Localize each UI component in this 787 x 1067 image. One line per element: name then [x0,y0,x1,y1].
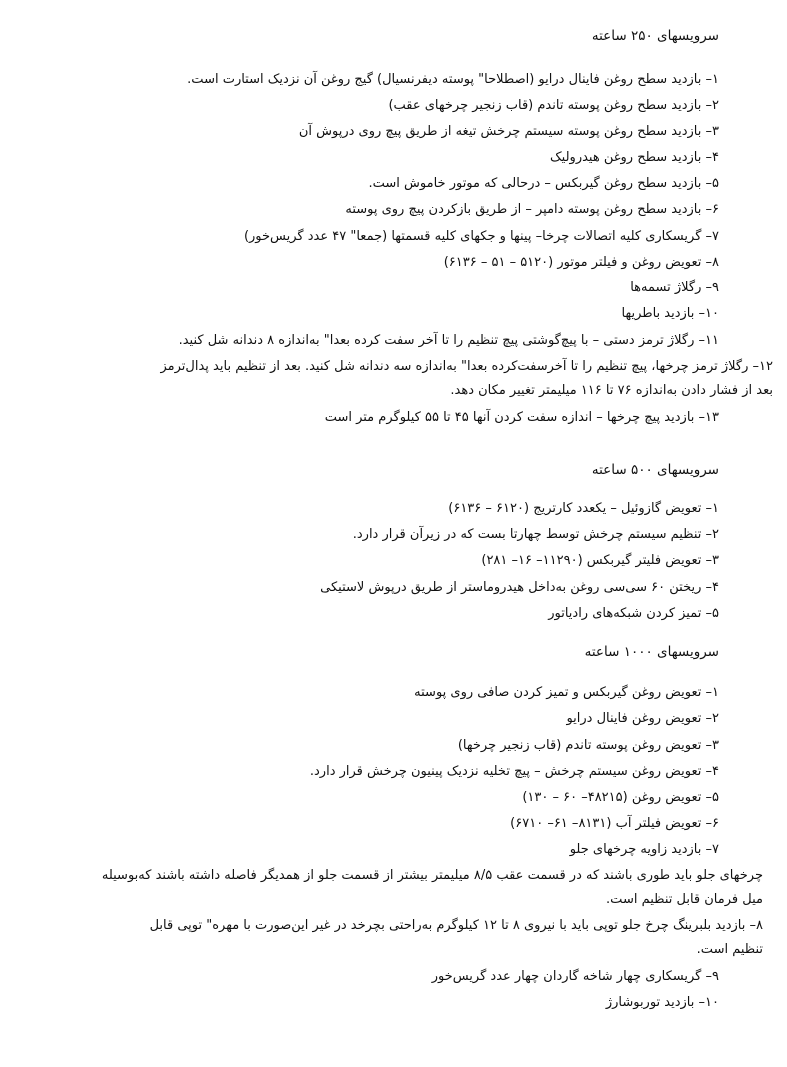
list-item: ۱– بازدید سطح روغن فاینال درایو (اصطلاحا" پوسته دیفرنسیال) گیج روغن آن نزدیک استارت است. [187,72,719,87]
list-item: ۳– تعویض فلیتر گیربکس (۱۱۲۹۰– ۱۶– ۲۸۱) [481,553,719,568]
list-item: ۱– تعویض گازوئیل – یکعدد کارتریج (۶۱۲۰ – ۶۱۳۶) [448,501,719,516]
list-item: ۲– تنظیم سیستم چرخش توسط چهارتا بست که در زیرآن قرار دارد. [352,527,719,542]
list-item: ۶– تعویض فیلتر آب (۸۱۳۱– ۶۱– ۶۷۱۰) [510,816,719,831]
list-item: ۱– تعویض روغن گیربکس و تمیز کردن صافی روی پوسته [414,685,719,700]
list-item: ۶– بازدید سطح روغن پوسته دامپر – از طریق بازکردن پیچ روی پوسته [345,202,719,217]
list-item: ۱۳– بازدید پیچ چرخها – اندازه سفت کردن آنها ۴۵ تا ۵۵ کیلوگرم متر است [324,410,719,425]
paragraph-line: چرخهای جلو باید طوری باشند که در قسمت عقب ۸/۵ میلیمتر بیشتر از قسمت جلو از همدیگر فاصله داشته باشند که‌بوسیله [101,868,763,883]
list-item: ۴– ریختن ۶۰ سی‌سی روغن به‌داخل هیدروماستر از طریق درپوش لاستیکی [320,580,719,595]
list-item: ۱۱– رگلاژ ترمز دستی – با پیچ‌گوشتی پیچ تنظیم را تا آخر سفت کرده بعدا" به‌اندازه ۸ دندانه شل کنید. [178,333,719,348]
list-item: ۷– بازدید زاویه چرخهای جلو [569,842,719,857]
list-item: ۲– بازدید سطح روغن پوسته تاندم (قاب زنجیر چرخهای عقب) [388,98,719,113]
list-item: ۸– بازدید بلبرینگ چرخ جلو توپی باید با نیروی ۸ تا ۱۲ کیلوگرم به‌راحتی بچرخد در غیر این‌صورت با مهره" توپی قابل [149,918,763,933]
list-item: ۹– رگلاژ تسمه‌ها [630,280,719,295]
list-item: ۲– تعویض روغن فاینال درایو [566,711,719,726]
list-item: ۹– گریسکاری چهار شاخه گاردان چهار عدد گریس‌خور [431,969,719,984]
list-item: ۴– تعویض روغن سیستم چرخش – پیچ تخلیه نزدیک پینیون چرخش قرار دارد. [309,764,719,779]
list-item: ۵– تعویض روغن (۴۸۲۱۵– ۶۰ – ۱۳۰) [522,790,719,805]
list-item: ۱۰– بازدید توربوشارژ [605,995,719,1010]
list-item: ۱۲– رگلاژ ترمز چرخها، پیچ تنظیم را تا آخرسفت‌کرده بعدا" به‌اندازه سه دندانه شل کنید. بعد از تنظیم باید پدال‌ترمز [160,359,773,374]
list-item: ۳– بازدید سطح روغن پوسته سیستم چرخش تیغه از طریق پیچ روی درپوش آن [298,124,719,139]
list-item: ۵– تمیز کردن شبکه‌های رادیاتور [548,606,719,621]
section-heading-500h: سرویسهای ۵۰۰ ساعته [591,462,719,478]
section-heading-1000h: سرویسهای ۱۰۰۰ ساعته [584,644,719,660]
list-item: ۱۰– بازدید باطریها [621,306,719,321]
list-item-continuation: بعد از فشار دادن به‌اندازه ۷۶ تا ۱۱۶ میلیمتر تغییر مکان دهد. [450,383,773,398]
list-item: ۸– تعویض روغن و فیلتر موتور (۵۱۲۰ – ۵۱ – ۶۱۳۶) [443,255,719,270]
list-item: ۳– تعویض روغن پوسته تاندم (قاب زنجیر چرخها) [457,738,719,753]
paragraph-line: میل فرمان قابل تنظیم است. [606,892,763,907]
list-item-continuation: تنظیم است. [696,942,763,957]
list-item: ۵– بازدید سطح روغن گیربکس – درحالی که موتور خاموش است. [368,176,719,191]
list-item: ۴– بازدید سطح روغن هیدرولیک [550,150,719,165]
section-heading-250h: سرویسهای ۲۵۰ ساعته [591,28,719,44]
list-item: ۷– گریسکاری کلیه اتصالات چرخا– پینها و جکهای کلیه قسمتها (جمعا" ۴۷ عدد گریس‌خور) [243,229,719,244]
